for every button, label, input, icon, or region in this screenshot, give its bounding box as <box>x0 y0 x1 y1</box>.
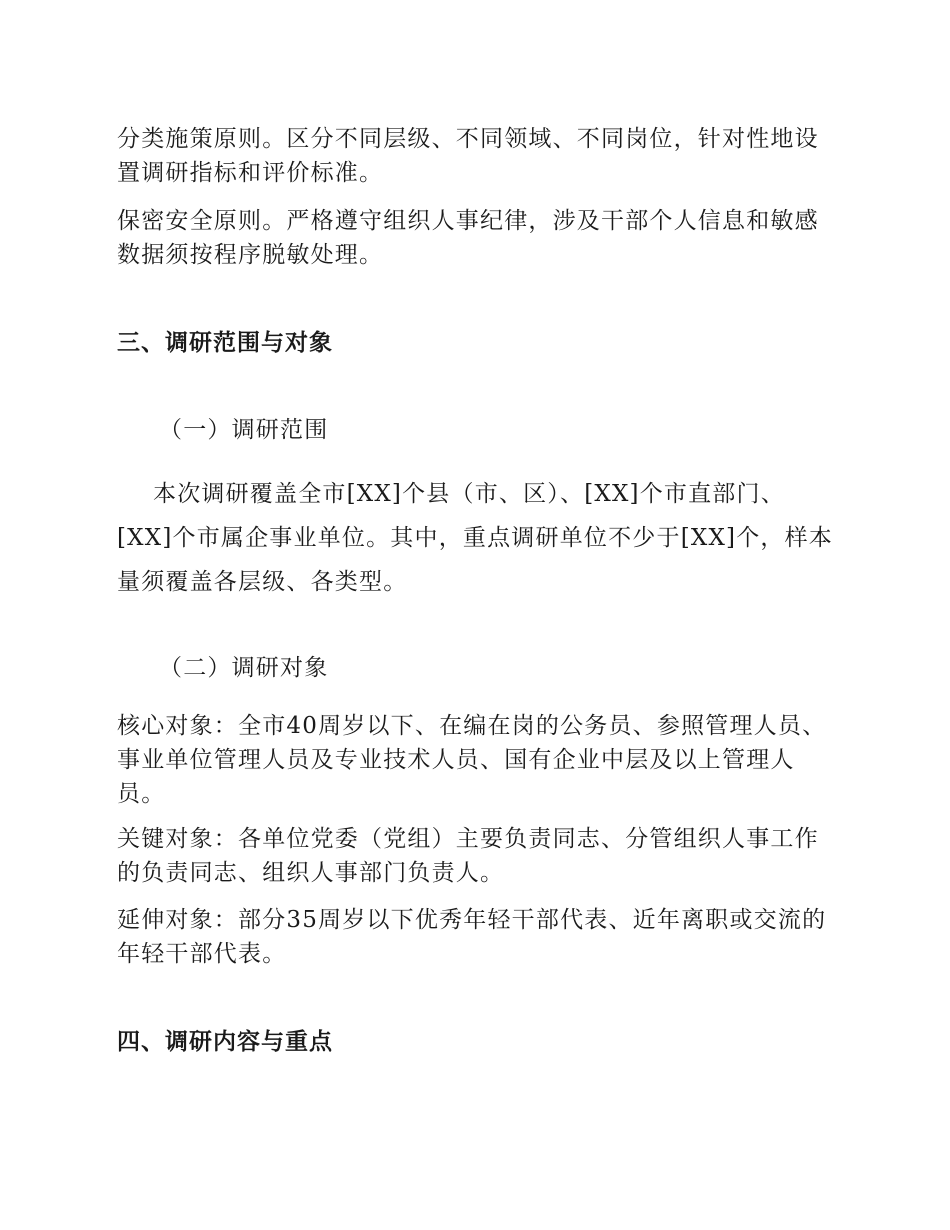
core-targets-paragraph: 核心对象：全市40周岁以下、在编在岗的公务员、参照管理人员、事业单位管理人员及专业技术人员、国有企业中层及以上管理人员。 <box>117 713 827 807</box>
principle-paragraph-classification: 分类施策原则。区分不同层级、不同领域、不同岗位，针对性地设置调研指标和评价标准。 <box>117 126 819 186</box>
subsection-heading-targets: （二）调研对象 <box>159 655 329 681</box>
extended-targets-paragraph: 延伸对象：部分35周岁以下优秀年轻干部代表、近年离职或交流的年轻干部代表。 <box>117 907 827 967</box>
principle-paragraph-confidentiality: 保密安全原则。严格遵守组织人事纪律，涉及干部个人信息和敏感数据须按程序脱敏处理。 <box>117 208 819 268</box>
section-heading-4: 四、调研内容与重点 <box>117 1029 333 1055</box>
scope-paragraph: 本次调研覆盖全市[XX]个县（市、区）、[XX]个市直部门、[XX]个市属企事业单位。其中，重点调研单位不少于[XX]个，样本量须覆盖各层级、各类型。 <box>117 481 833 595</box>
key-targets-paragraph: 关键对象：各单位党委（党组）主要负责同志、分管组织人事工作的负责同志、组织人事部门负责人。 <box>117 826 819 886</box>
section-heading-3: 三、调研范围与对象 <box>117 330 333 356</box>
subsection-heading-scope: （一）调研范围 <box>159 417 329 443</box>
